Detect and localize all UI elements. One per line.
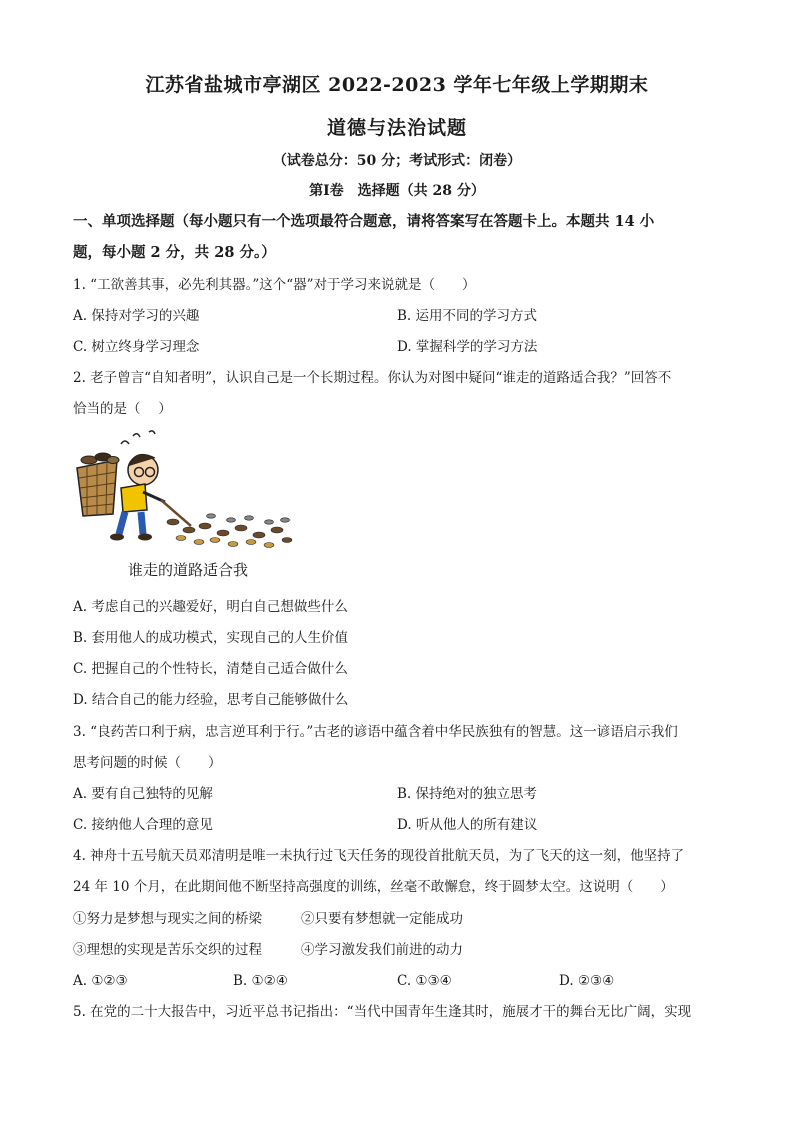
q2-option-d[interactable]: D. 结合自己的能力经验，思考自己能够做什么 [73, 692, 349, 708]
q4-statement-1: ①努力是梦想与现实之间的桥梁 [73, 911, 262, 927]
q4-stem-line1: 4. 神舟十五号航天员邓清明是唯一未执行过飞天任务的现役首批航天员，为了飞天的这一刻，他坚持了 [73, 848, 685, 864]
q3-option-b[interactable]: B. 保持绝对的独立思考 [397, 786, 538, 802]
q3-option-c[interactable]: C. 接纳他人合理的意见 [73, 817, 213, 833]
q4-option-a[interactable]: A. ①②③ [73, 973, 128, 989]
q5-stem-line1: 5. 在党的二十大报告中，习近平总书记指出：“当代中国青年生逢其时，施展才干的舞台无比广阔，实现 [73, 1004, 692, 1020]
q4-statement-4: ④学习激发我们前进的动力 [301, 942, 463, 958]
q4-option-d[interactable]: D. ②③④ [559, 973, 615, 989]
q4-option-b[interactable]: B. ①②④ [233, 973, 288, 989]
q3-option-a[interactable]: A. 要有自己独特的见解 [73, 786, 213, 802]
figure-caption: 谁走的道路适合我 [128, 561, 249, 579]
q1-stem: 1. “工欲善其事，必先利其器。”这个“器”对于学习来说就是（ ） [73, 277, 476, 293]
q2-option-a[interactable]: A. 考虑自己的兴趣爱好，明白自己想做些什么 [73, 599, 348, 615]
section-heading [73, 206, 723, 268]
q2-option-c[interactable]: C. 把握自己的个性特长，清楚自己适合做什么 [73, 661, 348, 677]
cartoon-figure [73, 430, 295, 550]
q3-option-d[interactable]: D. 听从他人的所有建议 [397, 817, 538, 833]
q4-option-c[interactable]: C. ①③④ [397, 973, 452, 989]
q3-stem-line1: 3. “良药苦口利于病，忠言逆耳利于行。”古老的谚语中蕴含着中华民族独有的智慧。这一谚语启示我们 [73, 724, 678, 740]
exam-title: 江苏省盐城市亭湖区 2022-2023 学年七年级上学期期末 [145, 74, 649, 96]
q4-statement-3: ③理想的实现是苦乐交织的过程 [73, 942, 262, 958]
q1-option-c[interactable]: C. 树立终身学习理念 [73, 339, 200, 355]
q1-option-d[interactable]: D. 掌握科学的学习方法 [397, 339, 538, 355]
q1-option-a[interactable]: A. 保持对学习的兴趣 [73, 308, 200, 324]
q4-stem-line2: 24 年 10 个月，在此期间他不断坚持高强度的训练，丝毫不敢懈怠，终于圆梦太空。这说明（ ） [73, 879, 674, 895]
q2-option-b[interactable]: B. 套用他人的成功模式，实现自己的人生价值 [73, 630, 349, 646]
part-heading: 第Ⅰ卷 选择题（共 28 分） [309, 183, 485, 199]
q2-stem-line2: 恰当的是（ ） [73, 401, 172, 417]
q2-stem-line1: 2. 老子曾言“自知者明”，认识自己是一个长期过程。你认为对图中疑问“谁走的道路适合我？”回答不 [73, 370, 672, 386]
exam-info: （试卷总分：50 分；考试形式：闭卷） [272, 153, 522, 169]
section-heading-line2: 题，每小题 2 分，共 28 分。） [73, 244, 276, 261]
q1-option-b[interactable]: B. 运用不同的学习方式 [397, 308, 538, 324]
q4-statement-2: ②只要有梦想就一定能成功 [301, 911, 463, 927]
q3-stem-line2: 思考问题的时候（ ） [73, 755, 222, 771]
section-heading-line1: 一、单项选择题（每小题只有一个选项最符合题意，请将答案写在答题卡上。本题共 14 小 [73, 213, 655, 230]
exam-subject: 道德与法治试题 [326, 117, 467, 139]
